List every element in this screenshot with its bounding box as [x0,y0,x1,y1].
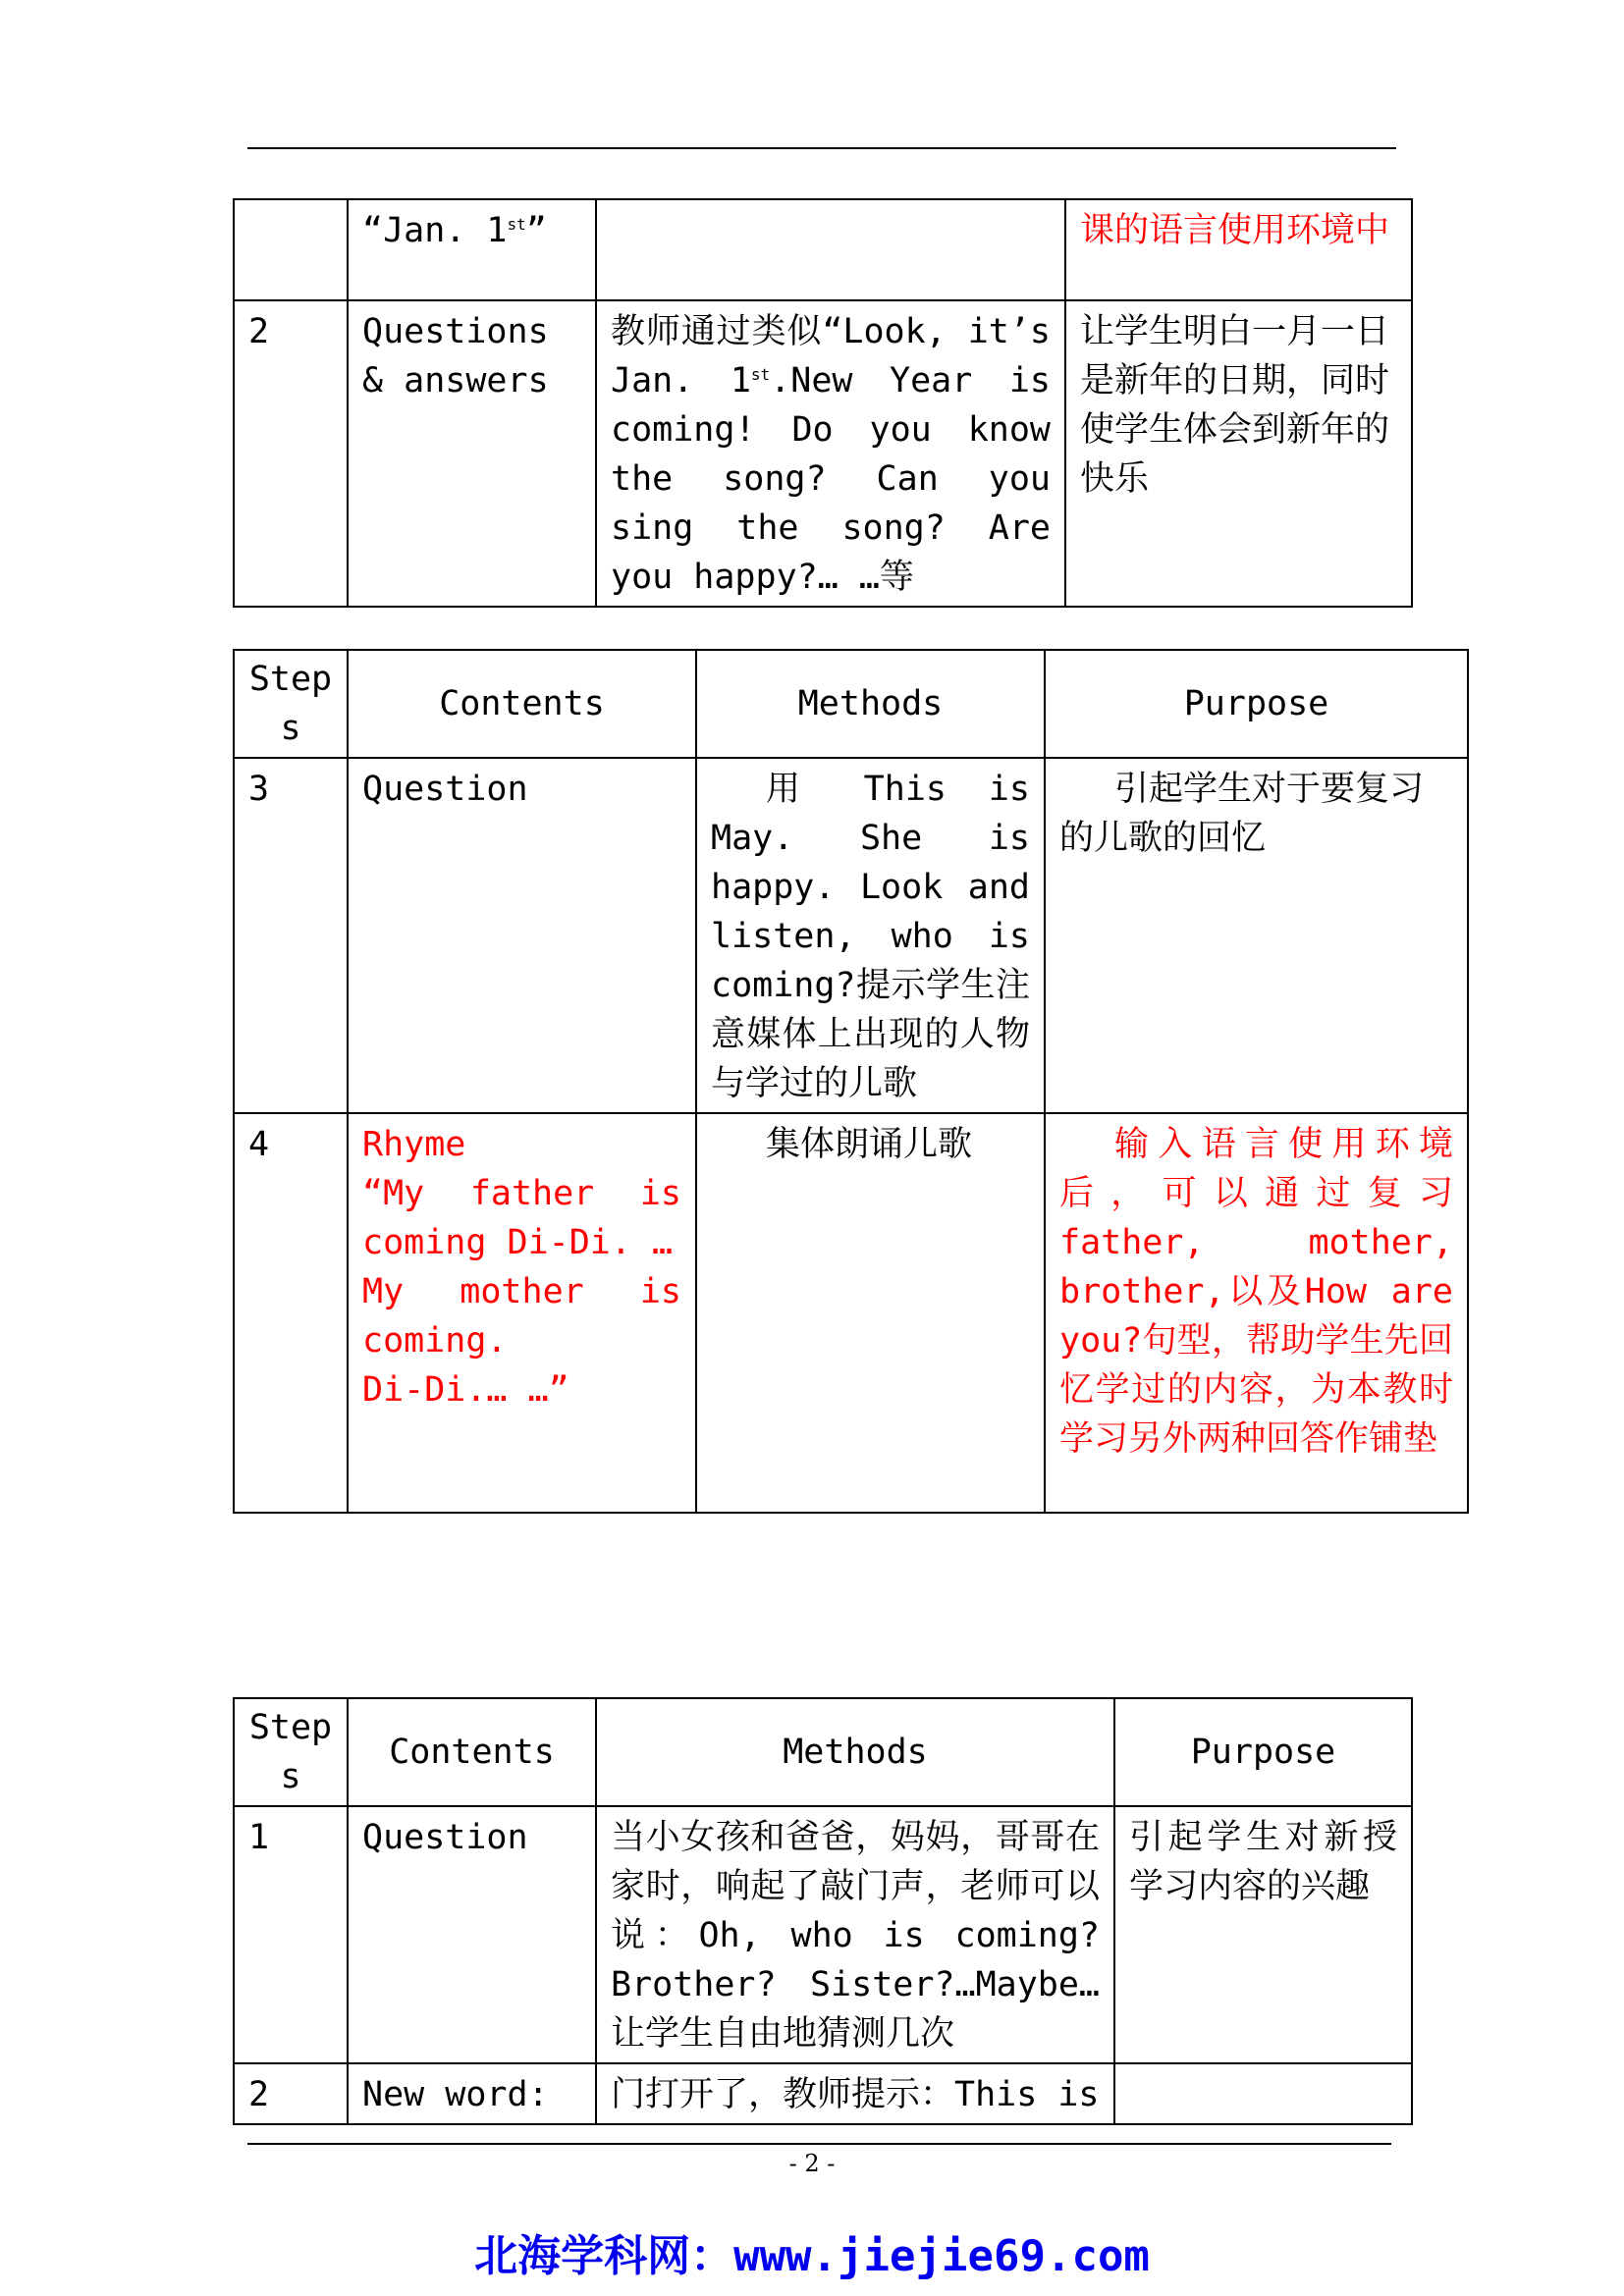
table-row [234,2063,1412,2124]
header-methods: Methods [596,1698,1114,1806]
purpose-cell: 引起学生对于要复习的儿歌的回忆 [1045,758,1468,1113]
table-row [234,300,1412,607]
header-steps: Steps [234,650,348,758]
rhyme-line: “My father is coming Di-Di. … [362,1174,681,1262]
step-cell: 2 [234,300,348,607]
page-number: - 2 - [788,2150,836,2177]
rhyme-line: Di-Di.… …” [362,1370,569,1410]
purpose-cell: 让学生明白一月一日是新年的日期，同时使学生体会到新年的快乐 [1065,300,1412,607]
header-purpose: Purpose [1045,650,1468,758]
table-row [234,199,1412,300]
table-header-row [234,650,1468,758]
footer-rule [247,2143,1391,2145]
lesson-table-1 [233,198,1413,608]
methods-cell: 用 This is May. She is happy. Look and listen, who is coming?提示学生注意媒体上出现的人物与学过的儿歌 [696,758,1045,1113]
site-footer-link[interactable]: 北海学科网：www.jiejie69.com [474,2231,1150,2281]
step-cell: 1 [234,1806,348,2063]
contents-cell [348,1113,696,1513]
methods-cell [596,199,1065,300]
header-rule [247,147,1396,149]
lesson-table-3 [233,1697,1413,2125]
step-cell: 3 [234,758,348,1113]
table-row [234,1113,1468,1513]
purpose-cell: 课的语言使用环境中 [1065,199,1412,300]
table-row [234,1806,1412,2063]
contents-cell: Questions & answers [348,300,596,607]
header-methods: Methods [696,650,1045,758]
lesson-table-2 [233,649,1469,1514]
header-steps: Steps [234,1698,348,1806]
contents-cell: Question [348,1806,596,2063]
contents-cell: Question [348,758,696,1113]
table-row [234,758,1468,1113]
methods-cell: 集体朗诵儿歌 [696,1113,1045,1513]
purpose-cell: 输入语言使用环境后，可以通过复习father, mother, brother,以及How are you?句型，帮助学生先回忆学过的内容，为本教时学习另外两种回答作铺垫 [1045,1113,1468,1513]
purpose-cell: 引起学生对新授学习内容的兴趣 [1114,1806,1412,2063]
header-contents: Contents [348,650,696,758]
table-header-row [234,1698,1412,1806]
contents-cell: New word: [348,2063,596,2124]
methods-cell: 教师通过类似“Look, it’s Jan. 1st.New Year is coming! Do you know the song? Can you sing the song? Are you happy?… …等 [596,300,1065,607]
methods-cell: 门打开了，教师提示：This is [596,2063,1114,2124]
step-cell: 2 [234,2063,348,2124]
rhyme-line: My mother is coming. [362,1272,681,1361]
step-cell: 4 [234,1113,348,1513]
purpose-cell [1114,2063,1412,2124]
contents-cell: “Jan. 1st” [348,199,596,300]
step-cell [234,199,348,300]
methods-cell: 当小女孩和爸爸，妈妈，哥哥在家时，响起了敲门声，老师可以说：Oh, who is coming? Brother? Sister?…Maybe…让学生自由地猜测几次 [596,1806,1114,2063]
header-contents: Contents [348,1698,596,1806]
rhyme-title: Rhyme [362,1125,466,1164]
header-purpose: Purpose [1114,1698,1412,1806]
